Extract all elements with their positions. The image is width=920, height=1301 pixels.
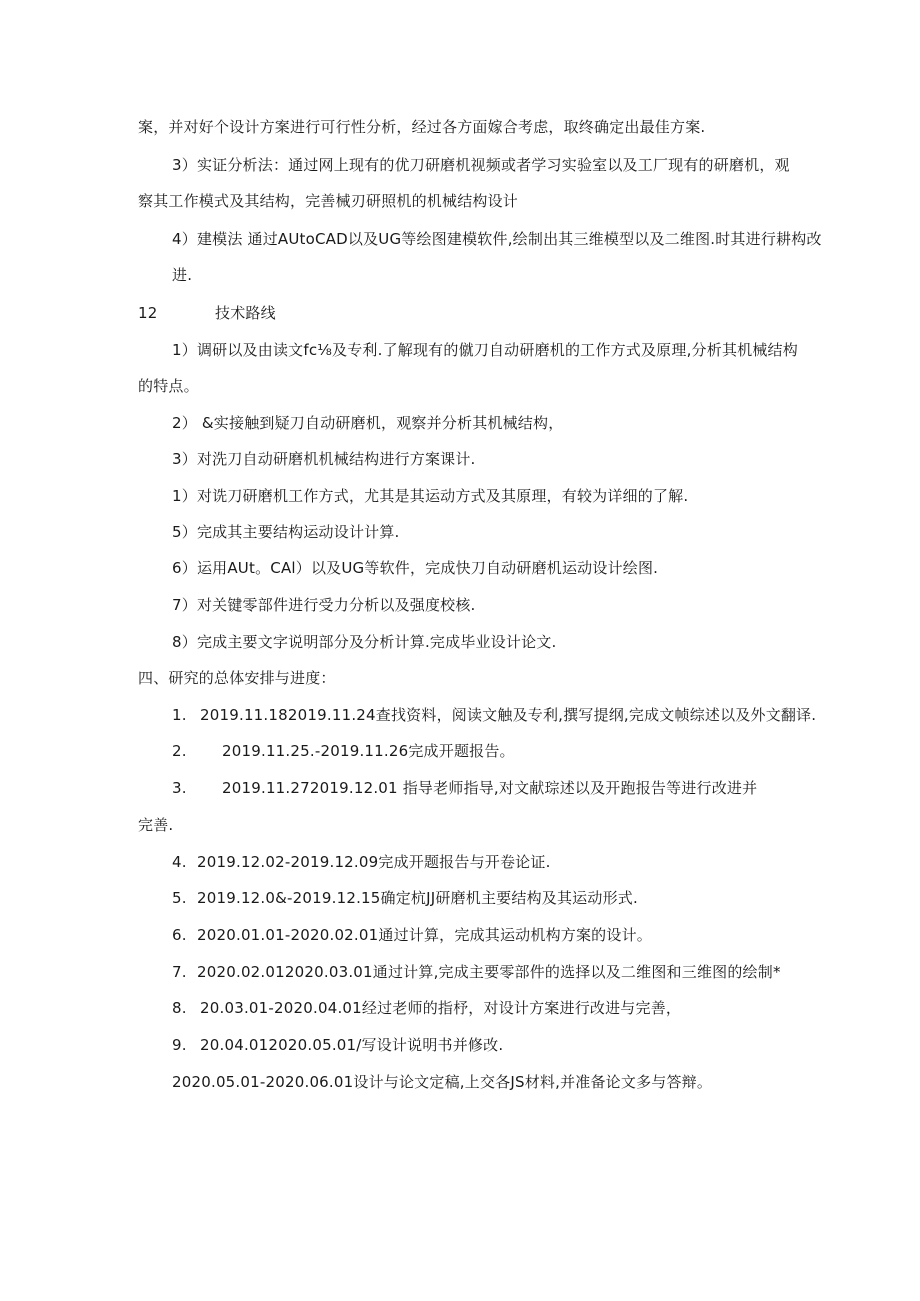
route-7-line: 7）对关键零部件进行受力分析以及强度校核. bbox=[172, 596, 476, 614]
schedule-4-number: 4. bbox=[172, 853, 187, 871]
section-number: 12 bbox=[138, 304, 158, 322]
section-4-heading: 四、研究的总体安排与进度： bbox=[138, 669, 336, 687]
route-1-line-2: 的特点。 bbox=[138, 377, 199, 395]
schedule-4-text: 2019.12.02-2019.12.09完成开题报告与开卷论证. bbox=[197, 853, 551, 871]
schedule-6-text: 2020.01.01-2020.02.01通过计算，完成其运动机构方案的设计。 bbox=[197, 926, 652, 944]
route-4-line: 1）对诜刀研磨机工作方式，尤其是其运动方式及其原理，有较为详细的了解. bbox=[172, 487, 689, 505]
intro-line: 案，并对好个设计方案进行可行性分析，经过各方面嫁合考虑，取终确定出最佳方案. bbox=[138, 118, 706, 136]
schedule-7-text: 2020.02.012020.03.01通过计算,完成主要零部件的选择以及二维图和三维图的绘制* bbox=[197, 963, 781, 981]
schedule-3-text: 2019.11.272019.12.01 指导老师指导,对文献琮述以及开跑报告等进行改进并 bbox=[222, 779, 758, 797]
method-3-line-1: 3）实证分析法：通过网上现有的优刀研磨机视频或者学习实验室以及工厂现有的研磨机，观 bbox=[172, 156, 790, 174]
schedule-8-number: 8. bbox=[172, 999, 187, 1017]
route-8-line: 8）完成主要文字说明部分及分析计算.完成毕业设计论文. bbox=[172, 633, 557, 651]
schedule-3-number: 3. bbox=[172, 779, 187, 797]
schedule-5-text: 2019.12.0&-2019.12.15确定杭JJ研磨机主要结构及其运动形式. bbox=[197, 889, 638, 907]
route-2-line: 2） &实接触到疑刀自动研磨机，观察并分析其机械结构， bbox=[172, 414, 564, 432]
route-3-line: 3）对洗刀自动研磨机机械结构进行方案课计. bbox=[172, 450, 476, 468]
schedule-1-number: 1. bbox=[172, 706, 187, 724]
schedule-1-text: 2019.11.182019.11.24查找资料，阅读文触及专利,撰写提纲,完成文帧综述以及外文翻译. bbox=[200, 706, 817, 724]
schedule-2-number: 2. bbox=[172, 742, 187, 760]
schedule-3-continuation: 完善. bbox=[138, 816, 174, 834]
schedule-final-line: 2020.05.01-2020.06.01设计与论文定稿,上交各JS材料,并准备论文多与答辩。 bbox=[172, 1073, 713, 1091]
route-1-line-1: 1）调研以及由读文fc⅛及专利.了解现有的僦刀自动研磨机的工作方式及原理,分析其机械结构 bbox=[172, 341, 798, 359]
method-4-line-1: 4）建模法 通过AUtoCAD以及UG等绘图建模软件,绘制出其三维模型以及二维图.时其进行耕构改 bbox=[172, 230, 822, 248]
method-3-line-2: 察其工作模式及其结构，完善械刃研照机的机械结构设计 bbox=[138, 192, 519, 210]
schedule-6-number: 6. bbox=[172, 926, 187, 944]
schedule-7-number: 7. bbox=[172, 963, 187, 981]
route-5-line: 5）完成其主要结构运动设计计算. bbox=[172, 523, 400, 541]
schedule-9-number: 9. bbox=[172, 1036, 187, 1054]
schedule-9-text: 20.04.012020.05.01/写设计说明书并修改. bbox=[200, 1036, 504, 1054]
section-title: 技术路线 bbox=[215, 304, 276, 322]
schedule-2-text: 2019.11.25.-2019.11.26完成开题报告。 bbox=[222, 742, 515, 760]
schedule-8-text: 20.03.01-2020.04.01经过老师的指杼，对设计方案进行改进与完善， bbox=[200, 999, 682, 1017]
method-4-line-2: 进. bbox=[172, 266, 193, 284]
route-6-line: 6）运用AUt。CAl）以及UG等软件，完成快刀自动研磨机运动设计绘图. bbox=[172, 559, 659, 577]
schedule-5-number: 5. bbox=[172, 889, 187, 907]
